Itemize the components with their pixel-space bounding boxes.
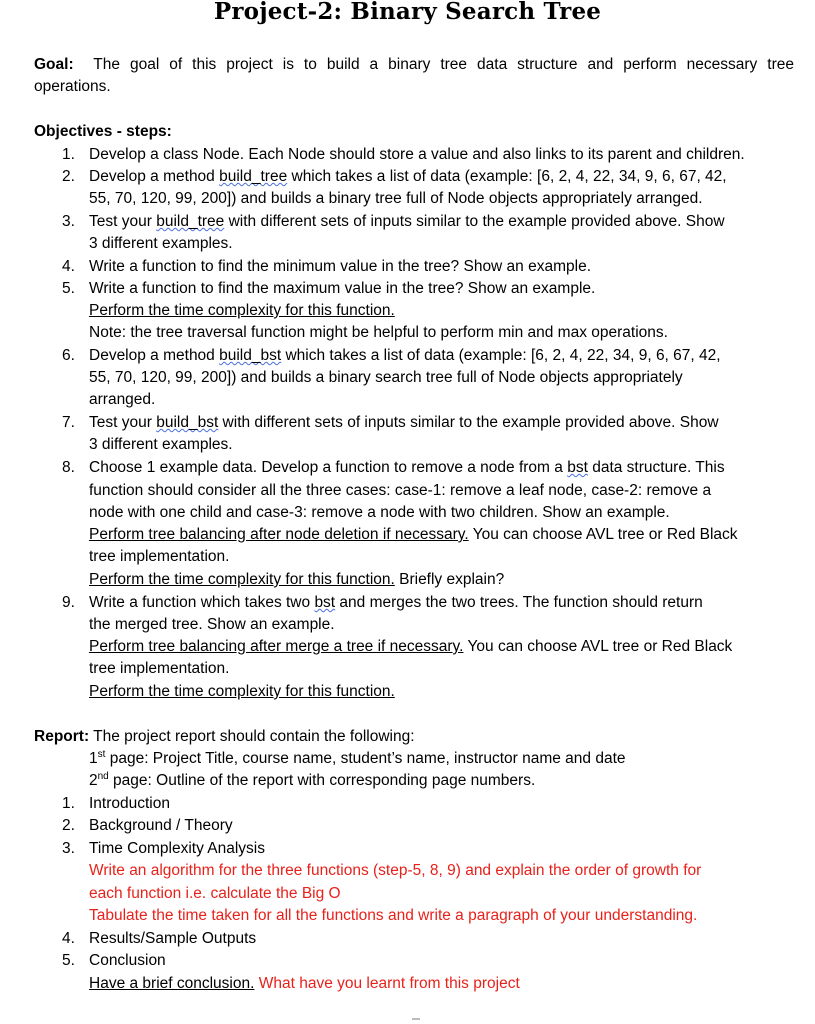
step-4-number: 4. <box>62 258 75 275</box>
page-1-text: page: Project Title, course name, student’s name, instructor name and date <box>105 750 626 767</box>
report-item-1-number: 1. <box>62 795 75 812</box>
step-6-text-c: which takes a list of data (example: [6, 2, 4, 22, 34, 9, 6, 67, 42, <box>281 347 721 364</box>
step-2-text-a: Develop a method <box>89 168 220 185</box>
report-item-3-number: 3. <box>62 840 75 857</box>
step-2-line-1 <box>89 167 727 187</box>
step-2-text-c: which takes a list of data (example: [6, 2, 4, 22, 34, 9, 6, 67, 42, <box>287 168 727 185</box>
report-intro <box>34 727 415 747</box>
step-3-text-c: with different sets of inputs similar to the example provided above. Show <box>224 213 725 230</box>
report-item-1: Introduction <box>89 795 170 812</box>
step-9-avl-text: You can choose AVL tree or Red Black <box>463 638 733 655</box>
goal-label: Goal: <box>34 56 74 73</box>
step-9-text-a: Write a function which takes two <box>89 594 315 611</box>
step-8-line-4 <box>89 525 738 545</box>
report-item-5-number: 5. <box>62 952 75 969</box>
build-tree-term: build_tree <box>219 168 288 185</box>
goal-text-1: The goal of this project is to build a binary tree data structure and perform necessary tree <box>93 56 794 73</box>
step-3-line-2: 3 different examples. <box>89 235 233 252</box>
step-7-text-c: with different sets of inputs similar to the example provided above. Show <box>218 414 719 431</box>
step-9-number: 9. <box>62 594 75 611</box>
build-tree-term: build_tree <box>156 213 225 230</box>
page-1-number: 1 <box>89 750 98 767</box>
report-item-3-red-2: each function i.e. calculate the Big O <box>89 885 341 902</box>
step-9-text-c: and merges the two trees. The function should return <box>335 594 703 611</box>
step-7-line-2: 3 different examples. <box>89 436 233 453</box>
page-2-number: 2 <box>89 772 98 789</box>
step-8-line-5: tree implementation. <box>89 548 230 565</box>
step-9-line-2: the merged tree. Show an example. <box>89 616 335 633</box>
objectives-heading: Objectives - steps: <box>34 123 172 140</box>
step-9-line-1 <box>89 593 703 613</box>
conclusion-text: Have a brief conclusion. <box>89 975 255 992</box>
step-8-line-3: node with one child and case-3: remove a node with two children. Show an example. <box>89 504 670 521</box>
step-8-complexity-text: Perform the time complexity for this function. <box>89 571 395 588</box>
report-item-5: Conclusion <box>89 952 166 969</box>
step-7-text-a: Test your <box>89 414 157 431</box>
step-6-number: 6. <box>62 347 75 364</box>
step-9-line-3 <box>89 637 732 657</box>
build-bst-term: build_bst <box>219 347 282 364</box>
report-page-2 <box>89 771 535 791</box>
step-8-text-a: Choose 1 example data. Develop a function to remove a node from a <box>89 459 568 476</box>
step-3-line-1 <box>89 212 725 232</box>
page-2-text: page: Outline of the report with corresponding page numbers. <box>108 772 536 789</box>
step-2-number: 2. <box>62 168 75 185</box>
step-8-line-2: function should consider all the three cases: case-1: remove a leaf node, case-2: remove a <box>89 482 712 499</box>
step-5-note: Note: the tree traversal function might be helpful to perform min and max operations. <box>89 324 668 341</box>
page-edge-mark <box>412 1018 420 1020</box>
step-5-number: 5. <box>62 280 75 297</box>
step-6-line-1 <box>89 346 721 366</box>
report-page-1 <box>89 749 626 769</box>
conclusion-question: What have you learnt from this project <box>254 975 520 992</box>
step-6-text-a: Develop a method <box>89 347 220 364</box>
goal-line-1 <box>34 55 794 75</box>
build-bst-term: build_bst <box>156 414 219 431</box>
report-item-3-red-3: Tabulate the time taken for all the functions and write a paragraph of your understanding. <box>89 907 698 924</box>
step-3-number: 3. <box>62 213 75 230</box>
step-6-line-3: arranged. <box>89 391 156 408</box>
step-8-number: 8. <box>62 459 75 476</box>
step-4-text: Write a function to find the minimum value in the tree? Show an example. <box>89 258 592 275</box>
step-8-text-c: data structure. This <box>587 459 725 476</box>
bst-term: bst <box>567 459 588 476</box>
bst-term: bst <box>314 594 336 611</box>
report-item-5-detail <box>89 974 520 994</box>
report-item-4-number: 4. <box>62 930 75 947</box>
step-5-line-1: Write a function to find the maximum value in the tree? Show an example. <box>89 280 596 297</box>
step-1-text: Develop a class Node. Each Node should store a value and also links to its parent and children. <box>89 146 745 163</box>
report-label: Report: <box>34 728 90 745</box>
step-5-line-2: Perform the time complexity for this function. <box>89 302 395 319</box>
step-7-line-1 <box>89 413 719 433</box>
step-6-line-2: 55, 70, 120, 99, 200]) and builds a binary search tree full of Node objects appropriately <box>89 369 683 386</box>
page-2-suffix: nd <box>97 771 109 782</box>
page-1-suffix: st <box>97 749 106 760</box>
step-8-line-1 <box>89 458 725 478</box>
report-item-3: Time Complexity Analysis <box>89 840 266 857</box>
goal-text-2: operations. <box>34 78 111 95</box>
report-item-2: Background / Theory <box>89 817 233 834</box>
step-1-number: 1. <box>62 146 75 163</box>
step-7-number: 7. <box>62 414 75 431</box>
step-8-balancing-text: Perform tree balancing after node deletion if necessary. <box>89 526 469 543</box>
step-3-text-a: Test your <box>89 213 157 230</box>
report-intro-text: The project report should contain the following: <box>89 728 415 745</box>
step-2-line-2: 55, 70, 120, 99, 200]) and builds a binary tree full of Node objects appropriately arranged. <box>89 190 703 207</box>
step-9-balancing-text: Perform tree balancing after merge a tree if necessary. <box>89 638 464 655</box>
step-9-line-4: tree implementation. <box>89 660 230 677</box>
step-9-line-5: Perform the time complexity for this function. <box>89 683 395 700</box>
report-item-4: Results/Sample Outputs <box>89 930 257 947</box>
report-item-3-red-1: Write an algorithm for the three functions (step-5, 8, 9) and explain the order of growth for <box>89 862 702 879</box>
step-8-avl-text: You can choose AVL tree or Red Black <box>468 526 738 543</box>
step-8-line-6 <box>89 570 504 590</box>
step-8-explain-text: Briefly explain? <box>394 571 505 588</box>
report-item-2-number: 2. <box>62 817 75 834</box>
page-title: Project-2: Binary Search Tree <box>213 0 602 25</box>
